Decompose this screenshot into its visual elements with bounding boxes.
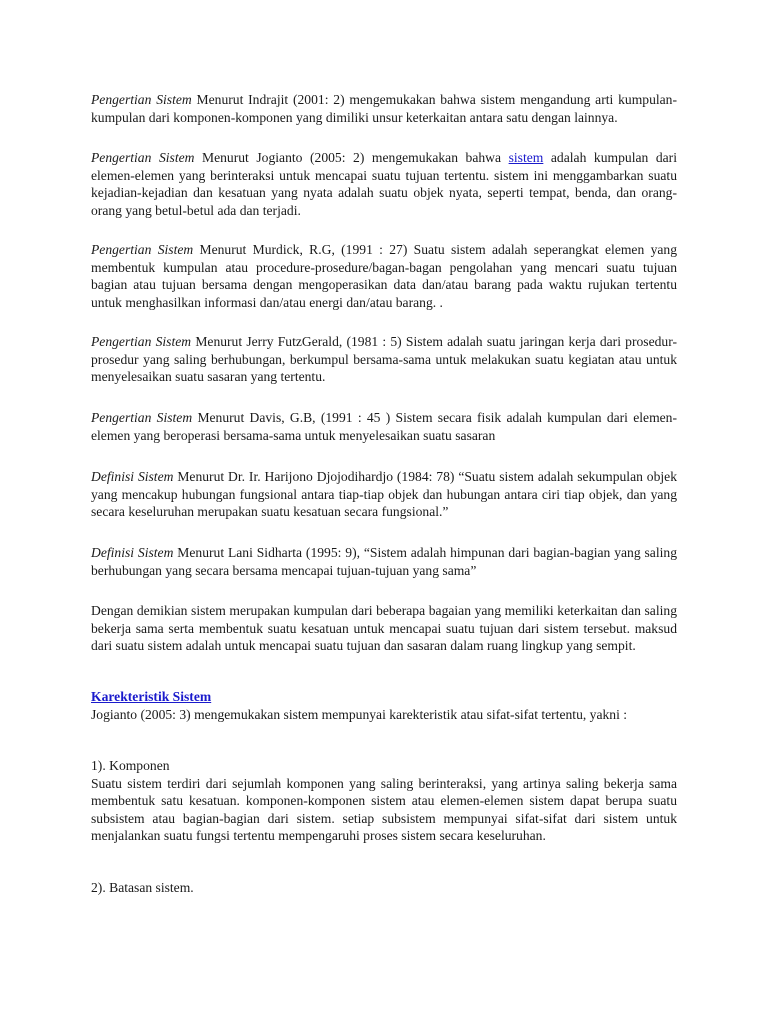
definition-indrajit xyxy=(91,91,677,126)
conclusion-paragraph: Dengan demikian sistem merupakan kumpulan dari beberapa bagaian yang memiliki keterkaitan dan saling bekerja sama serta membentuk suatu kesatuan untuk mencapai suatu tujuan dari sistem tersebut. maksud dari suatu sistem adalah untuk mencapai suatu tujuan dan sasaran dalam ruang lingkup yang sempit. xyxy=(91,603,677,654)
section-heading-link[interactable]: Karekteristik Sistem xyxy=(91,689,212,704)
definition-term: Definisi Sistem xyxy=(91,469,174,484)
item-komponen xyxy=(91,757,677,845)
section-block xyxy=(91,688,677,723)
definition-term: Pengertian Sistem xyxy=(91,410,193,425)
definition-text: Menurut Murdick, R.G, (1991 : 27) Suatu sistem adalah seperangkat elemen yang membentuk kumpulan atau procedure-prosedure/bagan-bagan pengolahan yang mencari suatu tujuan bagian atau tujuan bersama dengan mengoperasikan data dan/atau barang pada waktu rujukan tertentu untuk menghasilkan informasi dan/atau energi dan/atau barang. . xyxy=(91,242,677,310)
definition-text: adalah kumpulan dari elemen-elemen yang berinteraksi untuk mencapai suatu tujuan tertentu. sistem ini menggambarkan suatu kejadian-kejadian dan kesatuan yang nyata adalah suatu objek nyata, seperti tempat, benda, dan orang-orang yang betul-betul ada dan terjadi. xyxy=(91,150,677,218)
definition-text: Menurut Davis, G.B, (1991 : 45 ) Sistem secara fisik adalah kumpulan dari elemen-elemen yang beroperasi bersama-sama untuk menyelesaikan suatu sasaran xyxy=(91,410,677,443)
sistem-link[interactable]: sistem xyxy=(508,150,544,165)
section-intro: Jogianto (2005: 3) mengemukakan sistem mempunyai karekteristik atau sifat-sifat tertentu, yakni : xyxy=(91,706,628,722)
item-batasan-sistem: 2). Batasan sistem. xyxy=(91,880,194,895)
definition-jogianto xyxy=(91,149,677,219)
definition-text: Menurut Indrajit (2001: 2) mengemukakan bahwa sistem mengandung arti kumpulan-kumpulan dari komponen-komponen yang dimiliki unsur keterkaitan antara satu dengan lainnya. xyxy=(91,92,678,125)
definition-term: Pengertian Sistem xyxy=(91,242,194,257)
definition-djojodihardjo xyxy=(91,468,677,521)
definition-murdick xyxy=(91,241,677,311)
definition-term: Pengertian Sistem xyxy=(91,92,192,107)
item-title: 1). Komponen xyxy=(91,758,170,773)
definition-text: Menurut Jerry FutzGerald, (1981 : 5) Sistem adalah suatu jaringan kerja dari prosedur-prosedur yang saling berhubungan, berkumpul bersama-sama untuk melakukan suatu kegiatan atau untuk menyelesaikan suatu sasaran yang tertentu. xyxy=(91,334,677,385)
definition-futzgerald xyxy=(91,333,677,386)
definition-term: Pengertian Sistem xyxy=(91,150,195,165)
definition-text: Menurut Jogianto (2005: 2) mengemukakan bahwa xyxy=(194,150,509,165)
definition-term: Definisi Sistem xyxy=(91,545,174,560)
definition-sidharta xyxy=(91,544,677,579)
definition-text: Menurut Lani Sidharta (1995: 9), “Sistem adalah himpunan dari bagian-bagian yang saling berhubungan yang secara bersama mencapai tujuan-tujuan yang sama” xyxy=(91,545,677,578)
definition-davis xyxy=(91,409,677,444)
definition-text: Menurut Dr. Ir. Harijono Djojodihardjo (1984: 78) “Suatu sistem adalah sekumpulan objek yang mencakup hubungan fungsional antara tiap-tiap objek dan hubungan antara ciri tiap objek, dan yang secara keseluruhan merupakan suatu kesatuan secara fungsional.” xyxy=(91,469,678,520)
item-text: Suatu sistem terdiri dari sejumlah komponen yang saling berinteraksi, yang artinya saling bekerja sama membentuk satu kesatuan. komponen-komponen sistem atau elemen-elemen sistem dapat berupa suatu subsistem atau bagian-bagian dari sistem. setiap subsistem mempunyai sifat-sifat dari sistem untuk menjalankan suatu fungsi tertentu mempengaruhi proses sistem secara keseluruhan. xyxy=(91,775,677,844)
definition-term: Pengertian Sistem xyxy=(91,334,192,349)
